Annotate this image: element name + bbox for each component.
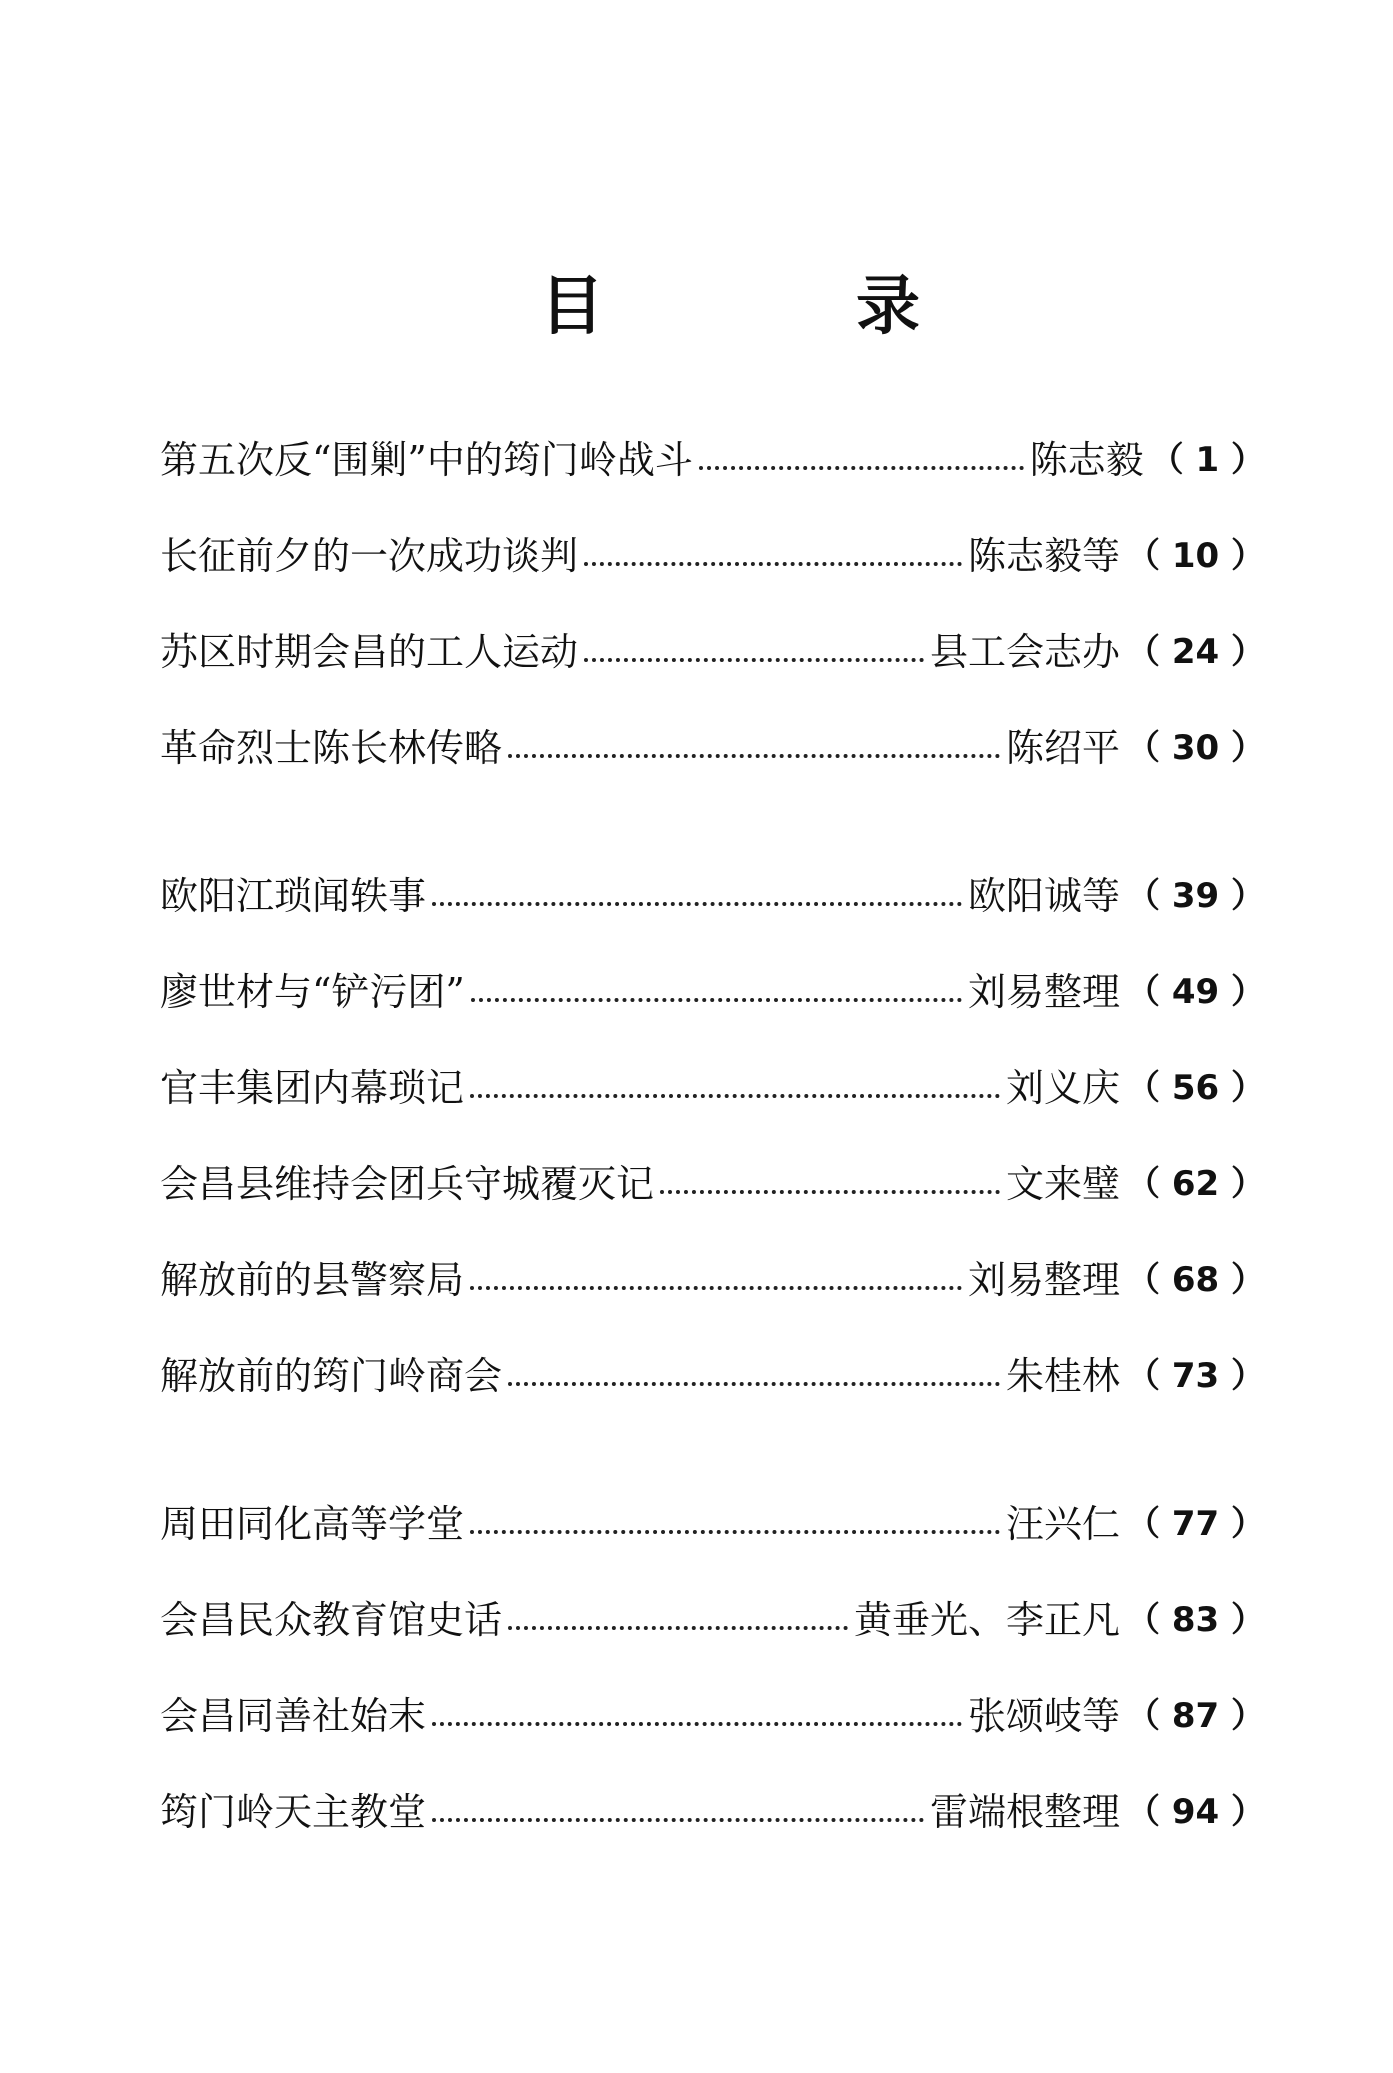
entry-page: （ 56 ） — [1126, 1068, 1265, 1108]
toc-entry[interactable] — [160, 622, 1265, 682]
leader-dots — [660, 1190, 1000, 1194]
entry-page: （ 49 ） — [1126, 972, 1265, 1012]
entry-page: （ 1 ） — [1149, 440, 1265, 480]
entry-author: 欧阳诚等 — [967, 874, 1120, 918]
toc-entry[interactable] — [160, 1494, 1265, 1554]
entry-page: （ 87 ） — [1126, 1696, 1265, 1736]
leader-dots — [470, 1286, 962, 1290]
toc-entry[interactable] — [160, 962, 1265, 1022]
entry-title: 革命烈士陈长林传略 — [160, 726, 503, 770]
entry-author: 刘义庆 — [1005, 1066, 1120, 1110]
leader-dots — [432, 1722, 962, 1726]
toc-entry[interactable] — [160, 866, 1265, 926]
entry-title: 解放前的县警察局 — [160, 1258, 465, 1302]
entry-author: 汪兴仁 — [1005, 1502, 1120, 1546]
entry-title: 解放前的筠门岭商会 — [160, 1354, 503, 1398]
entry-page: （ 24 ） — [1126, 632, 1265, 672]
entry-author: 文来璧 — [1005, 1162, 1120, 1206]
entry-page: （ 94 ） — [1126, 1792, 1265, 1832]
entry-page: （ 83 ） — [1126, 1600, 1265, 1640]
entry-title: 周田同化高等学堂 — [160, 1502, 465, 1546]
title-char-2: 录 — [856, 269, 920, 344]
entry-title: 会昌同善社始末 — [160, 1694, 427, 1738]
leader-dots — [432, 902, 962, 906]
toc-entry[interactable] — [160, 430, 1265, 490]
entry-title: 会昌县维持会团兵守城覆灭记 — [160, 1162, 655, 1206]
entry-title: 欧阳江琐闻轶事 — [160, 874, 427, 918]
toc-entry[interactable] — [160, 718, 1265, 778]
entry-author: 朱桂林 — [1005, 1354, 1120, 1398]
leader-dots — [508, 1382, 1000, 1386]
entry-page: （ 30 ） — [1126, 728, 1265, 768]
entry-author: 刘易整理 — [967, 970, 1120, 1014]
entry-author: 陈志毅 — [1029, 438, 1144, 482]
entry-author: 陈绍平 — [1005, 726, 1120, 770]
toc-entry[interactable] — [160, 1250, 1265, 1310]
leader-dots — [470, 1530, 1000, 1534]
entry-title: 第五次反“围剿”中的筠门岭战斗 — [160, 438, 693, 482]
leader-dots — [584, 658, 924, 662]
leader-dots — [470, 1094, 1000, 1098]
leader-dots — [508, 754, 1000, 758]
toc-entry[interactable] — [160, 1058, 1265, 1118]
entry-page: （ 68 ） — [1126, 1260, 1265, 1300]
entry-author: 张颂岐等 — [967, 1694, 1120, 1738]
entry-title: 廖世材与“铲污团” — [160, 970, 465, 1014]
entry-page: （ 77 ） — [1126, 1504, 1265, 1544]
toc-entry[interactable] — [160, 1782, 1265, 1842]
entry-author: 黄垂光、李正凡 — [853, 1598, 1120, 1642]
toc-entry[interactable] — [160, 526, 1265, 586]
entry-title: 苏区时期会昌的工人运动 — [160, 630, 579, 674]
entry-page: （ 62 ） — [1126, 1164, 1265, 1204]
page-title — [540, 262, 920, 352]
leader-dots — [432, 1818, 924, 1822]
entry-page: （ 10 ） — [1126, 536, 1265, 576]
title-char-1: 目 — [540, 269, 604, 344]
entry-title: 官丰集团内幕琐记 — [160, 1066, 465, 1110]
entry-title: 筠门岭天主教堂 — [160, 1790, 427, 1834]
toc-entry[interactable] — [160, 1346, 1265, 1406]
leader-dots — [699, 466, 1024, 470]
entry-title: 会昌民众教育馆史话 — [160, 1598, 503, 1642]
entry-author: 刘易整理 — [967, 1258, 1120, 1302]
toc-entry[interactable] — [160, 1686, 1265, 1746]
entry-author: 雷端根整理 — [929, 1790, 1120, 1834]
entry-title: 长征前夕的一次成功谈判 — [160, 534, 579, 578]
leader-dots — [584, 562, 962, 566]
entry-author: 陈志毅等 — [967, 534, 1120, 578]
toc-entry[interactable] — [160, 1154, 1265, 1214]
entry-author: 县工会志办 — [929, 630, 1120, 674]
leader-dots — [508, 1626, 848, 1630]
leader-dots — [471, 998, 962, 1002]
entry-page: （ 39 ） — [1126, 876, 1265, 916]
entry-page: （ 73 ） — [1126, 1356, 1265, 1396]
toc-entry[interactable] — [160, 1590, 1265, 1650]
